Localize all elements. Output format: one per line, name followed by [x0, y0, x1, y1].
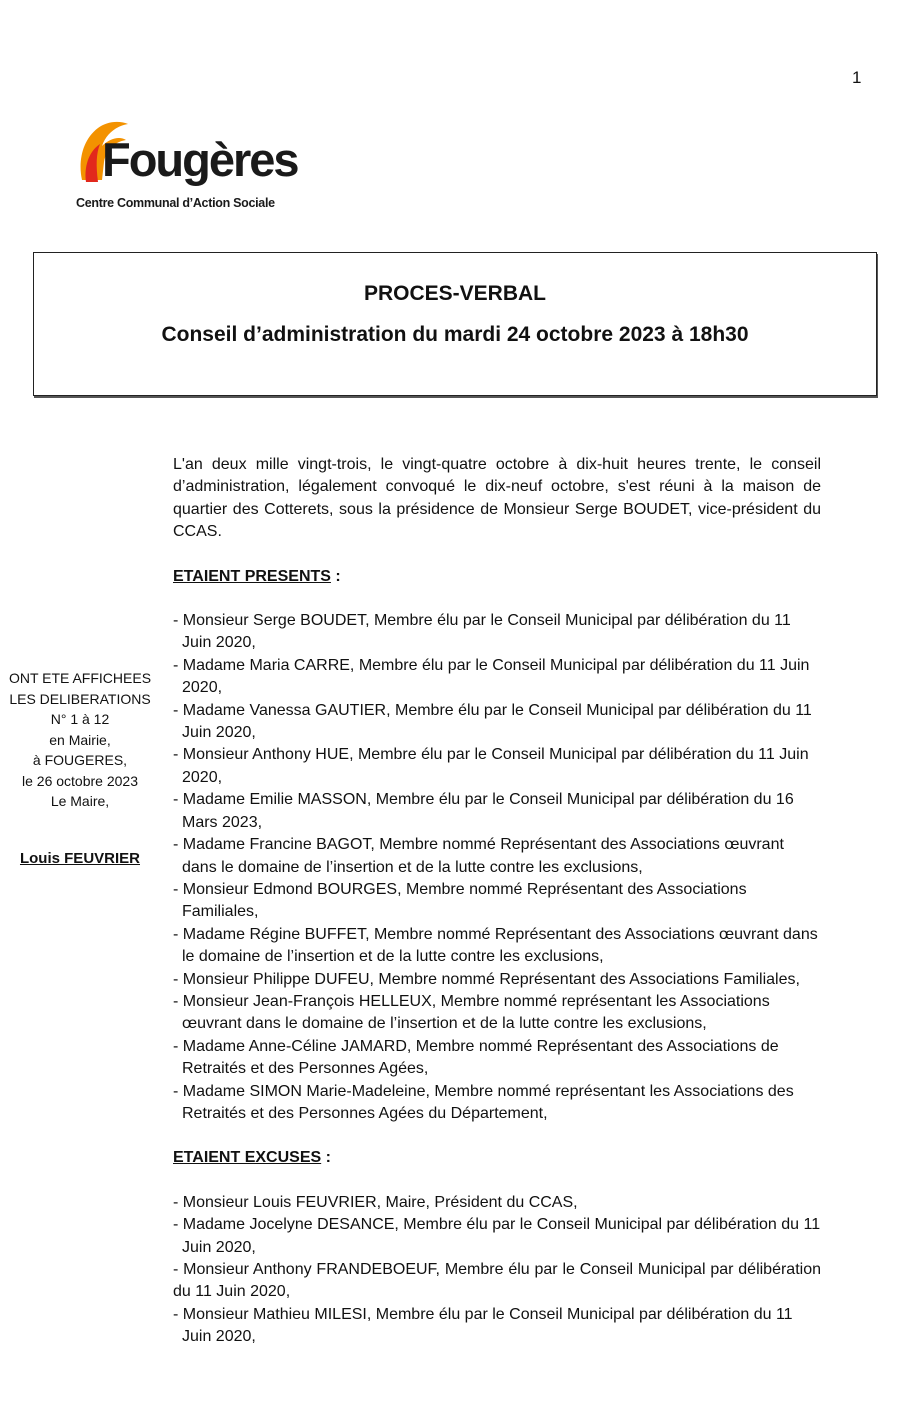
- notice-line: N° 1 à 12: [50, 711, 110, 727]
- meeting-title: Conseil d’administration du mardi 24 octobre 2023 à 18h30: [161, 323, 749, 346]
- list-item: - Madame Francine BAGOT, Membre nommé Représentant des Associations œuvrant dans le domaine de l’insertion et de la lutte contre les exclusions,: [173, 836, 784, 876]
- document-body: [173, 454, 821, 1349]
- list-item: - Madame Anne-Céline JAMARD, Membre nommé Représentant des Associations de Retraités et des Personnes Agées,: [173, 1037, 779, 1078]
- list-item: - Monsieur Anthony FRANDEBOEUF, Membre élu par le Conseil Municipal par délibération du 11 Juin 2020,: [173, 1261, 821, 1301]
- present-heading-label: ETAIENT PRESENTS: [173, 567, 331, 585]
- list-item: - Monsieur Serge BOUDET, Membre élu par le Conseil Municipal par délibération du 11 Juin 2020,: [173, 612, 791, 652]
- notice-line: ONT ETE AFFICHEES: [8, 670, 152, 686]
- excused-heading-suffix: :: [321, 1149, 331, 1167]
- present-heading: [173, 566, 821, 588]
- document-title: PROCES-VERBAL: [363, 282, 547, 305]
- title-box: [33, 252, 877, 396]
- list-item: - Monsieur Louis FEUVRIER, Maire, Président du CCAS,: [173, 1193, 578, 1211]
- posting-notice: [0, 668, 160, 812]
- mayor-signatory: Louis FEUVRIER: [19, 850, 140, 867]
- list-item: - Monsieur Anthony HUE, Membre élu par le Conseil Municipal par délibération du 11 Juin 2020,: [173, 746, 809, 786]
- list-item: - Madame SIMON Marie-Madeleine, Membre nommé représentant les Associations des Retraités et des Personnes Agées du Département,: [173, 1082, 794, 1122]
- list-item: - Madame Vanessa GAUTIER, Membre élu par le Conseil Municipal par délibération du 11 Juin 2020,: [173, 701, 812, 742]
- present-heading-suffix: :: [330, 567, 341, 585]
- notice-line: à FOUGERES,: [32, 752, 128, 768]
- logo-wordmark: Fougères: [102, 133, 298, 186]
- excused-heading-label: ETAIENT EXCUSES: [173, 1149, 322, 1167]
- page-number: 1: [852, 68, 862, 87]
- intro-paragraph: L'an deux mille vingt-trois, le vingt-quatre octobre à dix-huit heures trente, le conseil d’administration, légalement convoqué le dix-neuf octobre, s'est réuni à la maison de quartier des Cotterets, sous la présidence de Monsieur Serge BOUDET, vice-président du CCAS.: [173, 456, 821, 541]
- notice-line: LES DELIBERATIONS: [9, 690, 151, 707]
- excused-heading: [173, 1147, 821, 1169]
- list-item: - Monsieur Mathieu MILESI, Membre élu par le Conseil Municipal par délibération du 11 Juin 2020,: [173, 1305, 793, 1346]
- list-item: - Madame Régine BUFFET, Membre nommé Représentant des Associations œuvrant dans le domaine de l’insertion et de la lutte contre les exclusions,: [173, 925, 818, 966]
- notice-line: en Mairie,: [49, 731, 111, 748]
- list-item: - Monsieur Edmond BOURGES, Membre nommé Représentant des Associations Familiales,: [173, 880, 747, 921]
- list-item: - Madame Jocelyne DESANCE, Membre élu par le Conseil Municipal par délibération du 11 Juin 2020,: [173, 1216, 821, 1256]
- logo-subtitle: Centre Communal d’Action Sociale: [76, 196, 275, 210]
- notice-line: le 26 octobre 2023: [22, 772, 138, 789]
- list-item: - Monsieur Jean-François HELLEUX, Membre nommé représentant les Associations œuvrant dans le domaine de l’insertion et de la lutte contre les exclusions,: [173, 992, 770, 1033]
- fougeres-logo: [76, 118, 316, 218]
- notice-line: Le Maire,: [50, 793, 110, 809]
- list-item: - Monsieur Philippe DUFEU, Membre nommé Représentant des Associations Familiales,: [173, 970, 800, 988]
- list-item: - Madame Maria CARRE, Membre élu par le Conseil Municipal par délibération du 11 Juin 2020,: [173, 656, 810, 697]
- list-item: - Madame Emilie MASSON, Membre élu par le Conseil Municipal par délibération du 16 Mars 2023,: [173, 791, 794, 831]
